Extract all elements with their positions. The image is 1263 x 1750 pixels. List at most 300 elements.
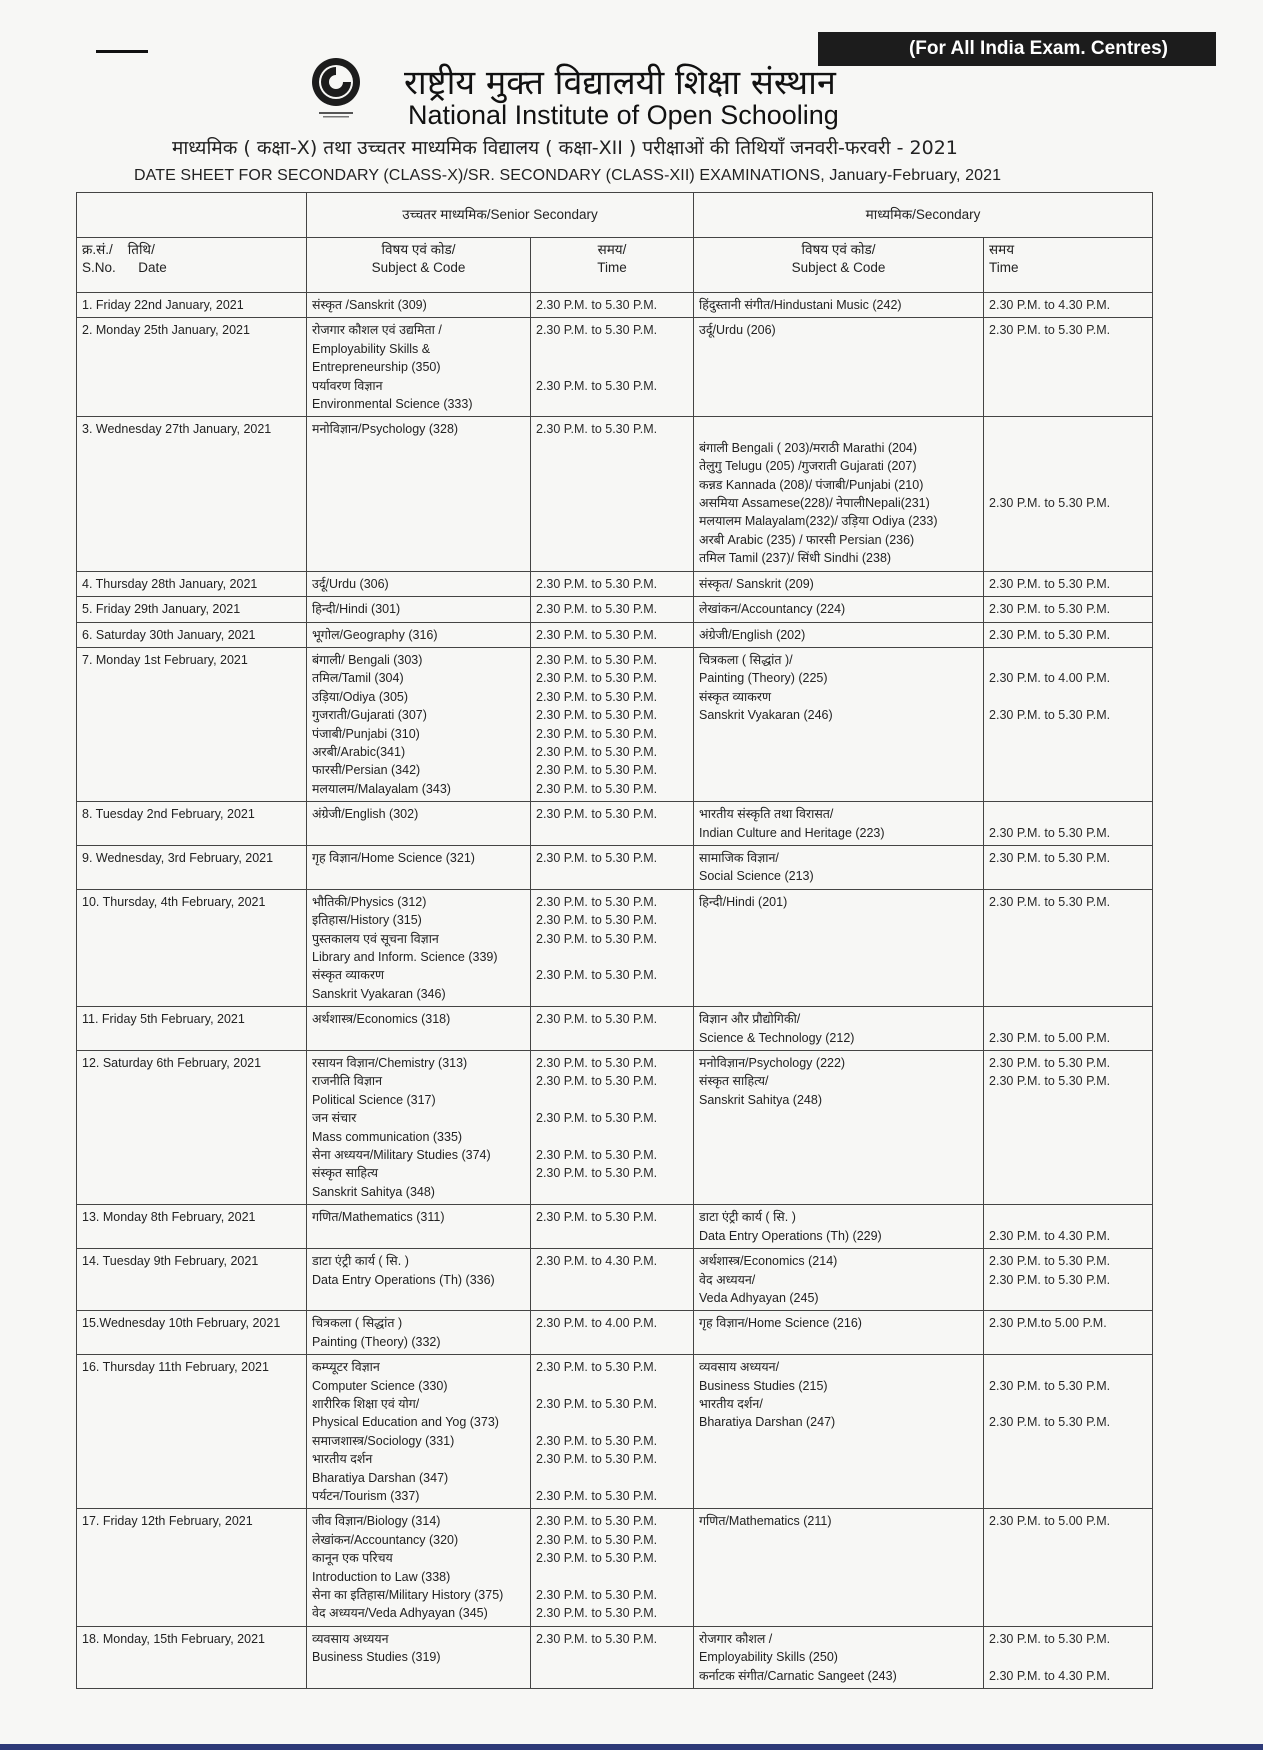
sec-subject-line: Bharatiya Darshan (247) bbox=[699, 1415, 836, 1430]
ss-time-cell bbox=[531, 1311, 694, 1355]
date-line: 17. Friday 12th February, 2021 bbox=[82, 1514, 253, 1529]
ss-subject-line: पर्यावरण विज्ञान bbox=[312, 378, 383, 393]
table-row bbox=[77, 845, 1153, 889]
date-cell bbox=[77, 889, 307, 1006]
ss-subject-line: Sanskrit Sahitya (348) bbox=[312, 1184, 435, 1199]
sec-time-cell bbox=[984, 889, 1153, 1006]
ss-time-line: 2.30 P.M. to 5.30 P.M. bbox=[536, 1551, 658, 1566]
sec-subject-line: अरबी Arabic (235) / फारसी Persian (236) bbox=[699, 532, 915, 547]
ss-subject-line: उर्दू/Urdu (306) bbox=[312, 576, 389, 591]
ss-time-line: 2.30 P.M. to 5.30 P.M. bbox=[536, 1074, 658, 1089]
ss-subject-line: वेद अध्ययन/Veda Adhyayan (345) bbox=[312, 1606, 488, 1621]
ss-time-line: 2.30 P.M. to 5.30 P.M. bbox=[536, 1148, 658, 1163]
ss-time-line: 2.30 P.M. to 5.30 P.M. bbox=[536, 763, 658, 778]
ss-time-line: 2.30 P.M. to 5.30 P.M. bbox=[536, 1210, 658, 1225]
badge-text: (For All India Exam. Centres) bbox=[908, 38, 1168, 59]
sec-time-line: 2.30 P.M. to 5.30 P.M. bbox=[989, 602, 1111, 617]
ss-subject-line: जीव विज्ञान/Biology (314) bbox=[312, 1514, 441, 1529]
table-row bbox=[77, 1626, 1153, 1688]
sec-subject-line: उर्दू/Urdu (206) bbox=[699, 323, 776, 338]
sec-subject-line: वेद अध्ययन/ bbox=[699, 1272, 756, 1287]
ss-subject-cell bbox=[307, 571, 531, 596]
sec-subject-cell bbox=[694, 1509, 984, 1626]
header-ss-time-en: Time bbox=[597, 260, 627, 276]
ss-time-line: 2.30 P.M. to 5.30 P.M. bbox=[536, 850, 658, 865]
ss-subject-line: बंगाली/ Bengali (303) bbox=[312, 652, 423, 667]
sec-time-line bbox=[989, 457, 1147, 475]
ss-subject-line: Business Studies (319) bbox=[312, 1650, 441, 1665]
ss-time-line: 2.30 P.M. to 5.30 P.M. bbox=[536, 627, 658, 642]
table-row bbox=[77, 1355, 1153, 1509]
sec-subject-cell bbox=[694, 417, 984, 571]
nios-logo-icon bbox=[305, 52, 367, 124]
institute-title-hindi: राष्ट्रीय मुक्त विद्यालयी शिक्षा संस्थान bbox=[404, 63, 836, 103]
header-ss-subject bbox=[307, 238, 531, 293]
sec-subject-cell bbox=[694, 1355, 984, 1509]
header-sec-subject-en: Subject & Code bbox=[791, 260, 886, 276]
date-line: 15.Wednesday 10th February, 2021 bbox=[82, 1316, 281, 1331]
ss-time-cell bbox=[531, 1051, 694, 1205]
subtitle-hindi: माध्यमिक ( कक्षा-X) तथा उच्चतर माध्यमिक विद्यालय ( कक्षा-XII ) परीक्षाओं की तिथियाँ जनवरी-फरवरी - 2021 bbox=[172, 137, 958, 159]
ss-subject-line: शारीरिक शिक्षा एवं योग/ bbox=[312, 1396, 420, 1411]
sec-time-cell bbox=[984, 293, 1153, 318]
sec-time-cell bbox=[984, 845, 1153, 889]
date-line: 7. Monday 1st February, 2021 bbox=[82, 652, 248, 667]
ss-time-cell bbox=[531, 571, 694, 596]
sec-subject-line: संस्कृत साहित्य/ bbox=[699, 1074, 769, 1089]
ss-subject-line: रसायन विज्ञान/Chemistry (313) bbox=[312, 1056, 468, 1071]
sec-time-line: 2.30 P.M. to 5.30 P.M. bbox=[989, 1056, 1111, 1071]
ss-subject-line: हिन्दी/Hindi (301) bbox=[312, 602, 401, 617]
header-sec-time bbox=[984, 238, 1153, 293]
date-cell bbox=[77, 1509, 307, 1626]
ss-time-cell bbox=[531, 417, 694, 571]
header-senior-secondary: उच्चतर माध्यमिक/Senior Secondary bbox=[307, 193, 694, 238]
sec-time-line: 2.30 P.M.to 5.00 P.M. bbox=[989, 1316, 1107, 1331]
sec-time-cell bbox=[984, 571, 1153, 596]
sec-time-cell bbox=[984, 1509, 1153, 1626]
sec-time-line: 2.30 P.M. to 5.30 P.M. bbox=[989, 496, 1111, 511]
sec-time-cell bbox=[984, 647, 1153, 801]
ss-time-line: 2.30 P.M. to 5.30 P.M. bbox=[536, 671, 658, 686]
sec-time-line: 2.30 P.M. to 5.00 P.M. bbox=[989, 1030, 1111, 1045]
sec-time-line: 2.30 P.M. to 5.30 P.M. bbox=[989, 708, 1111, 723]
ss-time-line bbox=[536, 1091, 688, 1109]
sec-time-line: 2.30 P.M. to 5.30 P.M. bbox=[989, 1074, 1111, 1089]
sec-subject-cell bbox=[694, 1249, 984, 1311]
date-cell bbox=[77, 845, 307, 889]
sec-time-line bbox=[989, 1648, 1147, 1666]
sec-time-line: 2.30 P.M. to 4.30 P.M. bbox=[989, 1228, 1111, 1243]
ss-subject-cell bbox=[307, 802, 531, 846]
ss-time-line: 2.30 P.M. to 5.30 P.M. bbox=[536, 1532, 658, 1547]
ss-subject-line: लेखांकन/Accountancy (320) bbox=[312, 1532, 459, 1547]
corner-mark bbox=[96, 50, 148, 53]
sec-time-line: 2.30 P.M. to 5.30 P.M. bbox=[989, 1415, 1111, 1430]
ss-time-line: 2.30 P.M. to 5.30 P.M. bbox=[536, 1433, 658, 1448]
sec-subject-cell bbox=[694, 802, 984, 846]
ss-time-line: 2.30 P.M. to 5.30 P.M. bbox=[536, 1166, 658, 1181]
ss-subject-cell bbox=[307, 1626, 531, 1688]
sec-subject-line: तमिल Tamil (237)/ सिंधी Sindhi (238) bbox=[699, 551, 892, 566]
ss-subject-line: फारसी/Persian (342) bbox=[312, 763, 421, 778]
ss-time-line bbox=[536, 1377, 688, 1395]
date-line: 13. Monday 8th February, 2021 bbox=[82, 1210, 256, 1225]
table-row bbox=[77, 1311, 1153, 1355]
ss-subject-cell bbox=[307, 1205, 531, 1249]
ss-subject-line: भौतिकी/Physics (312) bbox=[312, 894, 427, 909]
date-cell bbox=[77, 1355, 307, 1509]
sec-subject-line: व्यवसाय अध्ययन/ bbox=[699, 1360, 780, 1375]
sec-subject-cell bbox=[694, 571, 984, 596]
ss-time-line: 2.30 P.M. to 5.30 P.M. bbox=[536, 807, 658, 822]
ss-time-line: 2.30 P.M. to 5.30 P.M. bbox=[536, 689, 658, 704]
ss-subject-cell bbox=[307, 1355, 531, 1509]
ss-subject-line: डाटा एंट्री कार्य ( सि. ) bbox=[312, 1254, 409, 1269]
date-line: 8. Tuesday 2nd February, 2021 bbox=[82, 807, 255, 822]
date-line: 11. Friday 5th February, 2021 bbox=[82, 1012, 245, 1027]
ss-subject-line: अर्थशास्त्र/Economics (318) bbox=[312, 1012, 451, 1027]
sec-subject-cell bbox=[694, 1205, 984, 1249]
ss-subject-line: Physical Education and Yog (373) bbox=[312, 1415, 499, 1430]
sec-time-line: 2.30 P.M. to 5.30 P.M. bbox=[989, 323, 1111, 338]
ss-subject-line: राजनीति विज्ञान bbox=[312, 1074, 383, 1089]
ss-time-line: 2.30 P.M. to 5.30 P.M. bbox=[536, 726, 658, 741]
sec-subject-line: अंग्रेजी/English (202) bbox=[699, 627, 806, 642]
sec-subject-line: असमिया Assamese(228)/ नेपालीNepali(231) bbox=[699, 496, 930, 511]
ss-subject-line: Computer Science (330) bbox=[312, 1378, 448, 1393]
sec-subject-line: संस्कृत व्याकरण bbox=[699, 689, 772, 704]
ss-time-line: 2.30 P.M. to 5.30 P.M. bbox=[536, 576, 658, 591]
sec-subject-line: मलयालम Malayalam(232)/ उड़िया Odiya (233) bbox=[699, 514, 938, 529]
sec-subject-line: भारतीय संस्कृति तथा विरासत/ bbox=[699, 807, 834, 822]
ss-time-line: 2.30 P.M. to 5.30 P.M. bbox=[536, 1631, 658, 1646]
ss-subject-line: पुस्तकालय एवं सूचना विज्ञान bbox=[312, 931, 439, 946]
table-row bbox=[77, 417, 1153, 571]
date-line: 10. Thursday, 4th February, 2021 bbox=[82, 894, 266, 909]
sec-subject-line: संस्कृत/ Sanskrit (209) bbox=[699, 576, 814, 591]
ss-subject-line: संस्कृत साहित्य bbox=[312, 1166, 378, 1181]
ss-time-cell bbox=[531, 889, 694, 1006]
sec-time-line: 2.30 P.M. to 5.00 P.M. bbox=[989, 1514, 1111, 1529]
sec-time-cell bbox=[984, 1051, 1153, 1205]
sec-subject-cell bbox=[694, 647, 984, 801]
ss-subject-cell bbox=[307, 597, 531, 622]
table-row bbox=[77, 622, 1153, 647]
ss-time-cell bbox=[531, 318, 694, 417]
ss-subject-line: पंजाबी/Punjabi (310) bbox=[312, 726, 420, 741]
sec-subject-line: चित्रकला ( सिद्धांत )/ bbox=[699, 652, 793, 667]
ss-time-cell bbox=[531, 1355, 694, 1509]
sec-time-cell bbox=[984, 1355, 1153, 1509]
ss-subject-line: सेना का इतिहास/Military History (375) bbox=[312, 1588, 504, 1602]
sec-subject-line: हिंदुस्तानी संगीत/Hindustani Music (242) bbox=[699, 298, 902, 312]
header-sec-time-en: Time bbox=[989, 260, 1019, 276]
sec-subject-line: गणित/Mathematics (211) bbox=[699, 1514, 832, 1529]
table-row bbox=[77, 1509, 1153, 1626]
sec-time-line: 2.30 P.M. to 5.30 P.M. bbox=[989, 627, 1111, 642]
sec-subject-cell bbox=[694, 845, 984, 889]
ss-subject-line: व्यवसाय अध्ययन bbox=[312, 1631, 389, 1646]
table-row bbox=[77, 597, 1153, 622]
date-cell bbox=[77, 1311, 307, 1355]
table-row bbox=[77, 1051, 1153, 1205]
sec-subject-cell bbox=[694, 318, 984, 417]
sec-subject-cell bbox=[694, 889, 984, 1006]
table-row bbox=[77, 1205, 1153, 1249]
ss-subject-line: मलयालम/Malayalam (343) bbox=[312, 781, 451, 796]
institute-title-english: National Institute of Open Schooling bbox=[408, 100, 839, 130]
sec-subject-line: गृह विज्ञान/Home Science (216) bbox=[699, 1316, 862, 1331]
ss-time-line: 2.30 P.M. to 5.30 P.M. bbox=[536, 323, 658, 338]
sec-subject-line: Employability Skills (250) bbox=[699, 1650, 838, 1665]
ss-time-cell bbox=[531, 1626, 694, 1688]
ss-time-line bbox=[536, 340, 688, 358]
ss-subject-cell bbox=[307, 318, 531, 417]
sec-subject-line: Data Entry Operations (Th) (229) bbox=[699, 1228, 882, 1243]
sec-subject-line: रोजगार कौशल / bbox=[699, 1631, 773, 1646]
date-cell bbox=[77, 1205, 307, 1249]
ss-subject-line: अंग्रेजी/English (302) bbox=[312, 807, 419, 822]
header-secondary: माध्यमिक/Secondary bbox=[694, 193, 1153, 238]
ss-subject-line: मनोविज्ञान/Psychology (328) bbox=[312, 422, 459, 437]
date-cell bbox=[77, 417, 307, 571]
sec-time-line bbox=[989, 805, 1147, 823]
ss-subject-line: कानून एक परिचय bbox=[312, 1551, 393, 1566]
ss-subject-line: Employability Skills & bbox=[312, 341, 431, 356]
ss-subject-line: समाजशास्त्र/Sociology (331) bbox=[312, 1433, 455, 1448]
date-cell bbox=[77, 597, 307, 622]
ss-subject-cell bbox=[307, 1051, 531, 1205]
sec-subject-line: Business Studies (215) bbox=[699, 1378, 828, 1393]
ss-subject-cell bbox=[307, 1311, 531, 1355]
sec-subject-line: डाटा एंट्री कार्य ( सि. ) bbox=[699, 1210, 796, 1225]
date-cell bbox=[77, 1051, 307, 1205]
date-cell bbox=[77, 1007, 307, 1051]
sec-subject-line: Social Science (213) bbox=[699, 869, 814, 884]
ss-subject-line: Sanskrit Vyakaran (346) bbox=[312, 986, 446, 1001]
scan-edge bbox=[0, 1744, 1263, 1750]
date-cell bbox=[77, 622, 307, 647]
sec-subject-line: भारतीय दर्शन/ bbox=[699, 1396, 763, 1411]
header-ss-subject-hi: विषय एवं कोड/ bbox=[381, 242, 456, 257]
ss-subject-cell bbox=[307, 293, 531, 318]
ss-subject-cell bbox=[307, 647, 531, 801]
sec-time-line: 2.30 P.M. to 4.30 P.M. bbox=[989, 1668, 1111, 1683]
table-row bbox=[77, 1249, 1153, 1311]
ss-time-line: 2.30 P.M. to 5.30 P.M. bbox=[536, 298, 658, 312]
sec-subject-line: बंगाली Bengali ( 203)/मराठी Marathi (204) bbox=[699, 440, 918, 455]
date-cell bbox=[77, 293, 307, 318]
sec-time-line: 2.30 P.M. to 5.30 P.M. bbox=[989, 576, 1111, 591]
sec-time-line bbox=[989, 420, 1147, 438]
date-line: 14. Tuesday 9th February, 2021 bbox=[82, 1254, 259, 1269]
date-line: 5. Friday 29th January, 2021 bbox=[82, 602, 241, 617]
ss-time-line: 2.30 P.M. to 5.30 P.M. bbox=[536, 781, 658, 796]
sec-subject-cell bbox=[694, 293, 984, 318]
table-row bbox=[77, 647, 1153, 801]
exam-centres-badge bbox=[818, 32, 1216, 66]
date-cell bbox=[77, 802, 307, 846]
sec-subject-line: Indian Culture and Heritage (223) bbox=[699, 825, 885, 840]
date-cell bbox=[77, 318, 307, 417]
sec-subject-line: Painting (Theory) (225) bbox=[699, 671, 828, 686]
ss-time-line: 2.30 P.M. to 5.30 P.M. bbox=[536, 378, 658, 393]
ss-time-line: 2.30 P.M. to 5.30 P.M. bbox=[536, 1360, 658, 1375]
ss-subject-line: Mass communication (335) bbox=[312, 1129, 463, 1144]
sec-time-cell bbox=[984, 318, 1153, 417]
ss-time-cell bbox=[531, 622, 694, 647]
ss-subject-line: Environmental Science (333) bbox=[312, 397, 473, 412]
sec-time-cell bbox=[984, 597, 1153, 622]
ss-subject-line: अरबी/Arabic(341) bbox=[312, 744, 406, 759]
header-ss-time-hi: समय/ bbox=[597, 242, 627, 257]
ss-subject-cell bbox=[307, 622, 531, 647]
table-row bbox=[77, 571, 1153, 596]
ss-time-line: 2.30 P.M. to 5.30 P.M. bbox=[536, 1111, 658, 1126]
ss-time-line bbox=[536, 1469, 688, 1487]
ss-time-line: 2.30 P.M. to 5.30 P.M. bbox=[536, 1452, 658, 1467]
ss-time-line bbox=[536, 358, 688, 376]
sec-subject-line: विज्ञान और प्रौद्योगिकी/ bbox=[699, 1012, 801, 1027]
ss-subject-line: गुजराती/Gujarati (307) bbox=[312, 708, 427, 723]
header-blank bbox=[77, 193, 307, 238]
ss-subject-line: गृह विज्ञान/Home Science (321) bbox=[312, 850, 475, 865]
ss-subject-line: सेना अध्ययन/Military Studies (374) bbox=[312, 1148, 491, 1163]
date-cell bbox=[77, 571, 307, 596]
sec-time-cell bbox=[984, 417, 1153, 571]
sec-subject-line: Sanskrit Vyakaran (246) bbox=[699, 708, 833, 723]
ss-time-line: 2.30 P.M. to 5.30 P.M. bbox=[536, 1488, 658, 1503]
ss-subject-cell bbox=[307, 417, 531, 571]
table-row bbox=[77, 889, 1153, 1006]
sec-time-line bbox=[989, 1208, 1147, 1226]
header-ss-subject-en: Subject & Code bbox=[371, 260, 466, 276]
ss-time-line bbox=[536, 1128, 688, 1146]
table-row bbox=[77, 1007, 1153, 1051]
ss-subject-line: Bharatiya Darshan (347) bbox=[312, 1470, 449, 1485]
ss-time-line: 2.30 P.M. to 5.30 P.M. bbox=[536, 744, 658, 759]
sec-time-cell bbox=[984, 1205, 1153, 1249]
sec-time-cell bbox=[984, 1626, 1153, 1688]
ss-subject-line: कम्प्यूटर विज्ञान bbox=[312, 1360, 380, 1375]
ss-subject-line: Political Science (317) bbox=[312, 1092, 436, 1107]
ss-time-line: 2.30 P.M. to 5.30 P.M. bbox=[536, 652, 658, 667]
ss-time-line: 2.30 P.M. to 5.30 P.M. bbox=[536, 931, 658, 946]
sec-subject-cell bbox=[694, 1626, 984, 1688]
ss-subject-line: Library and Inform. Science (339) bbox=[312, 950, 498, 964]
ss-time-line bbox=[536, 1413, 688, 1431]
ss-time-line: 2.30 P.M. to 5.30 P.M. bbox=[536, 708, 658, 723]
sec-subject-cell bbox=[694, 597, 984, 622]
ss-subject-line: रोजगार कौशल एवं उद्यमिता / bbox=[312, 323, 442, 338]
ss-time-cell bbox=[531, 1509, 694, 1626]
ss-time-line: 2.30 P.M. to 4.30 P.M. bbox=[536, 1254, 658, 1269]
sec-time-cell bbox=[984, 802, 1153, 846]
ss-subject-line: भारतीय दर्शन bbox=[312, 1452, 373, 1467]
ss-subject-line: संस्कृत व्याकरण bbox=[312, 968, 385, 983]
ss-time-line: 2.30 P.M. to 5.30 P.M. bbox=[536, 422, 658, 437]
sec-subject-line: तेलुगु Telugu (205) /गुजराती Gujarati (207) bbox=[699, 459, 917, 474]
sec-subject-line bbox=[699, 420, 978, 438]
ss-time-line: 2.30 P.M. to 5.30 P.M. bbox=[536, 913, 658, 928]
sec-time-line: 2.30 P.M. to 5.30 P.M. bbox=[989, 850, 1111, 865]
date-sheet-table bbox=[76, 192, 1153, 1689]
sec-subject-line: Veda Adhyayan (245) bbox=[699, 1290, 819, 1305]
ss-subject-cell bbox=[307, 1249, 531, 1311]
sec-time-line: 2.30 P.M. to 5.30 P.M. bbox=[989, 1272, 1111, 1287]
ss-subject-line: चित्रकला ( सिद्धांत ) bbox=[312, 1316, 403, 1331]
header-sno-date-en: S.No. Date bbox=[82, 260, 167, 276]
date-line: 12. Saturday 6th February, 2021 bbox=[82, 1056, 262, 1071]
sec-subject-cell bbox=[694, 622, 984, 647]
ss-subject-cell bbox=[307, 1509, 531, 1626]
sec-time-line bbox=[989, 688, 1147, 706]
sec-time-line bbox=[989, 1010, 1147, 1028]
ss-time-line: 2.30 P.M. to 5.30 P.M. bbox=[536, 602, 658, 617]
sec-time-cell bbox=[984, 622, 1153, 647]
sec-time-line bbox=[989, 1395, 1147, 1413]
ss-subject-cell bbox=[307, 845, 531, 889]
ss-time-cell bbox=[531, 1205, 694, 1249]
ss-subject-line: संस्कृत /Sanskrit (309) bbox=[312, 298, 427, 312]
table-row bbox=[77, 318, 1153, 417]
sec-subject-cell bbox=[694, 1311, 984, 1355]
sec-time-cell bbox=[984, 1249, 1153, 1311]
ss-subject-line: भूगोल/Geography (316) bbox=[312, 627, 438, 642]
ss-time-line: 2.30 P.M. to 5.30 P.M. bbox=[536, 1012, 658, 1027]
sec-time-cell bbox=[984, 1007, 1153, 1051]
ss-time-cell bbox=[531, 293, 694, 318]
sec-time-line bbox=[989, 651, 1147, 669]
date-cell bbox=[77, 647, 307, 801]
sec-subject-line: कन्नड Kannada (208)/ पंजाबी/Punjabi (210) bbox=[699, 477, 924, 492]
ss-subject-line: उड़िया/Odiya (305) bbox=[312, 689, 409, 704]
table-row bbox=[77, 293, 1153, 318]
ss-subject-line: पर्यटन/Tourism (337) bbox=[312, 1488, 420, 1503]
header-sec-time-hi: समय bbox=[989, 242, 1015, 257]
ss-subject-line: तमिल/Tamil (304) bbox=[312, 671, 404, 686]
ss-time-cell bbox=[531, 1007, 694, 1051]
sec-subject-line: कर्नाटक संगीत/Carnatic Sangeet (243) bbox=[699, 1668, 897, 1683]
ss-time-line: 2.30 P.M. to 5.30 P.M. bbox=[536, 1396, 658, 1411]
sec-subject-line: सामाजिक विज्ञान/ bbox=[699, 850, 779, 865]
sec-subject-cell bbox=[694, 1051, 984, 1205]
sec-time-line bbox=[989, 476, 1147, 494]
date-line: 1. Friday 22nd January, 2021 bbox=[82, 298, 244, 312]
ss-subject-line: Entrepreneurship (350) bbox=[312, 360, 441, 375]
date-line: 2. Monday 25th January, 2021 bbox=[82, 323, 250, 338]
sec-time-line: 2.30 P.M. to 5.30 P.M. bbox=[989, 825, 1111, 840]
date-line: 18. Monday, 15th February, 2021 bbox=[82, 1631, 265, 1646]
sec-subject-line: लेखांकन/Accountancy (224) bbox=[699, 602, 846, 617]
sec-time-line: 2.30 P.M. to 5.30 P.M. bbox=[989, 894, 1111, 909]
date-line: 6. Saturday 30th January, 2021 bbox=[82, 627, 256, 642]
ss-subject-line: Data Entry Operations (Th) (336) bbox=[312, 1272, 495, 1287]
sec-time-line bbox=[989, 439, 1147, 457]
ss-time-line: 2.30 P.M. to 5.30 P.M. bbox=[536, 1588, 658, 1602]
sec-subject-cell bbox=[694, 1007, 984, 1051]
sec-time-line: 2.30 P.M. to 4.00 P.M. bbox=[989, 671, 1111, 686]
sec-subject-line: हिन्दी/Hindi (201) bbox=[699, 894, 788, 909]
ss-subject-cell bbox=[307, 1007, 531, 1051]
ss-subject-line: गणित/Mathematics (311) bbox=[312, 1210, 445, 1225]
sec-subject-line: Science & Technology (212) bbox=[699, 1030, 855, 1045]
ss-subject-line: जन संचार bbox=[312, 1111, 357, 1126]
date-line: 16. Thursday 11th February, 2021 bbox=[82, 1360, 269, 1375]
ss-time-cell bbox=[531, 845, 694, 889]
header-ss-time bbox=[531, 238, 694, 293]
